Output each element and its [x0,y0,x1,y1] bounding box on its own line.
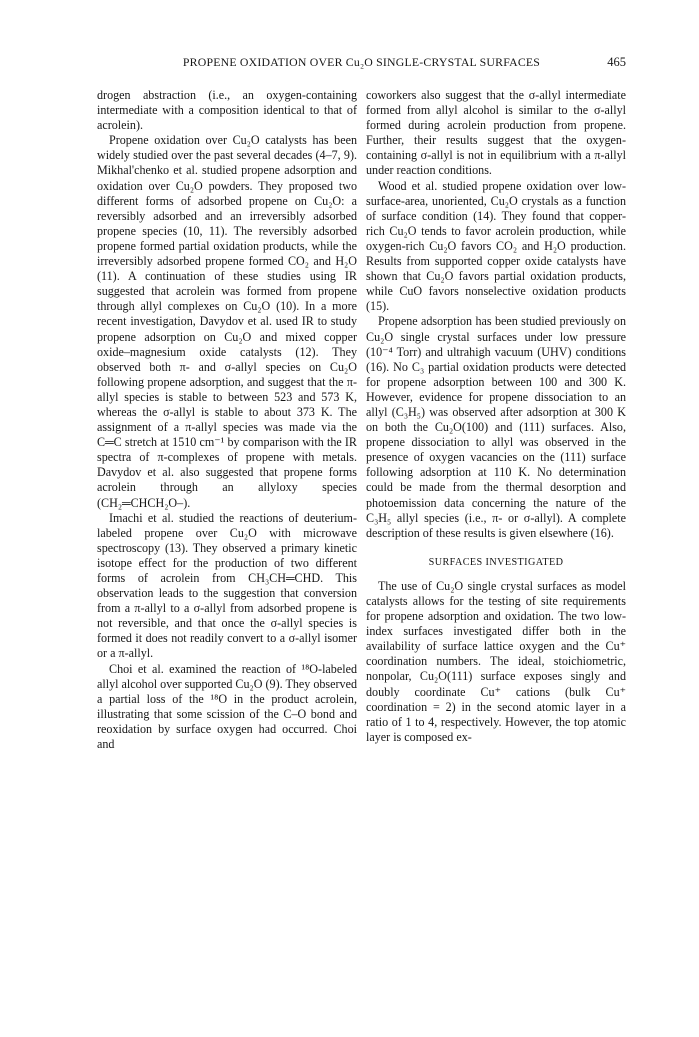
paragraph: Propene oxidation over Cu₂O catalysts has been widely studied over the past several decades (4–7, 9). Mikhal'chenko et al. studied propene adsorption and oxidation over Cu₂O powders. They proposed two different forms of adsorbed propene on Cu₂O: a reversibly adsorbed and an irreversibly adsorbed propene species (10, 11). The reversibly adsorbed propene formed partial oxidation products, while the irreversibly adsorbed propene formed CO₂ and H₂O (11). A continuation of these studies using IR suggested that acrolein was formed from propene through allyl complexes on Cu₂O (10). In a more recent investigation, Davydov et al. used IR to study propene adsorption on Cu₂O and mixed copper oxide–magnesium oxide catalysts (12). They observed both π- and σ-allyl species on Cu₂O following propene adsorption, and suggest that the π-allyl species is stable to between 523 and 573 K, whereas the σ-allyl is stable to about 373 K. The assignment of a π-allyl species was made via the C═C stretch at 1510 cm⁻¹ by comparison with the IR spectra of π-complexes of propene with metals. Davydov et al. also suggested that propene forms acrolein through an allyloxy species (CH₂═CHCH₂O–). [97,133,357,510]
page-header [97,55,626,75]
paragraph: coworkers also suggest that the σ-allyl intermediate formed from allyl alcohol is similar to the σ-allyl formed during acrolein production from propene. Further, their results suggest that the oxygen-containing σ-allyl is not in equilibrium with a π-allyl under reaction conditions. [366,88,626,178]
paragraph: Propene adsorption has been studied previously on Cu₂O single crystal surfaces under low pressure (10⁻⁴ Torr) and ultrahigh vacuum (UHV) conditions (16). No C₃ partial oxidation products were detected for propene adsorption between 100 and 300 K. However, evidence for propene dissociation to an allyl (C₃H₅) was observed after adsorption at 300 K on both the Cu₂O(100) and (111) surfaces. Also, propene dissociation to allyl was observed in the presence of oxygen vacancies on the (111) surface following adsorption at 110 K. No determination could be made from the thermal desorption and photoemission data concerning the nature of the C₃H₅ allyl species (i.e., π- or σ-allyl). A complete description of these results is given elsewhere (16). [366,314,626,540]
paragraph: The use of Cu₂O single crystal surfaces as model catalysts allows for the testing of site requirements for propene adsorption and oxidation. The two low-index surfaces investigated differ both in the availability of surface lattice oxygen and the Cu⁺ coordination numbers. The ideal, stoichiometric, nonpolar, Cu₂O(111) surface exposes singly and doubly coordinate Cu⁺ cations (bulk Cu⁺ coordination = 2) in the second atomic layer in a ratio of 1 to 4, respectively. However, the top atomic layer is composed ex- [366,578,626,744]
paragraph: Choi et al. examined the reaction of ¹⁸O-labeled allyl alcohol over supported Cu₂O (9). They observed a partial loss of the ¹⁸O in the product acrolein, illustrating that some scission of the C–O bond and reoxidation by surface oxygen had occurred. Choi and [97,661,357,752]
paragraph: drogen abstraction (i.e., an oxygen-containing intermediate with a composition identical to that of acrolein). [97,88,357,133]
page-number: 465 [607,55,626,69]
section-heading: SURFACES INVESTIGATED [428,556,564,568]
paragraph: Wood et al. studied propene oxidation over low-surface-area, unoriented, Cu₂O crystals as a function of surface condition (14). They found that copper-rich Cu₂O tends to favor acrolein production, while oxygen-rich Cu₂O favors CO₂ and H₂O production. Results from supported copper oxide catalysts have shown that Cu₂O favors partial oxidation products, while CuO favors nonselective oxidation products (15). [366,178,626,314]
paragraph: Imachi et al. studied the reactions of deuterium-labeled propene over Cu₂O with microwave spectroscopy (13). They observed a primary kinetic isotope effect for the production of two different forms of acrolein from CH₃CH═CHD. This observation leads to the suggestion that conversion from a π-allyl to a σ-allyl from adsorbed propene is not reversible, and that once the σ-allyl species is formed it does not readily convert to a σ-allyl isomer or a π-allyl. [97,510,357,661]
running-title: PROPENE OXIDATION OVER Cu₂O SINGLE-CRYSTAL SURFACES [182,55,541,69]
left-column [97,88,357,752]
right-column [366,88,626,745]
